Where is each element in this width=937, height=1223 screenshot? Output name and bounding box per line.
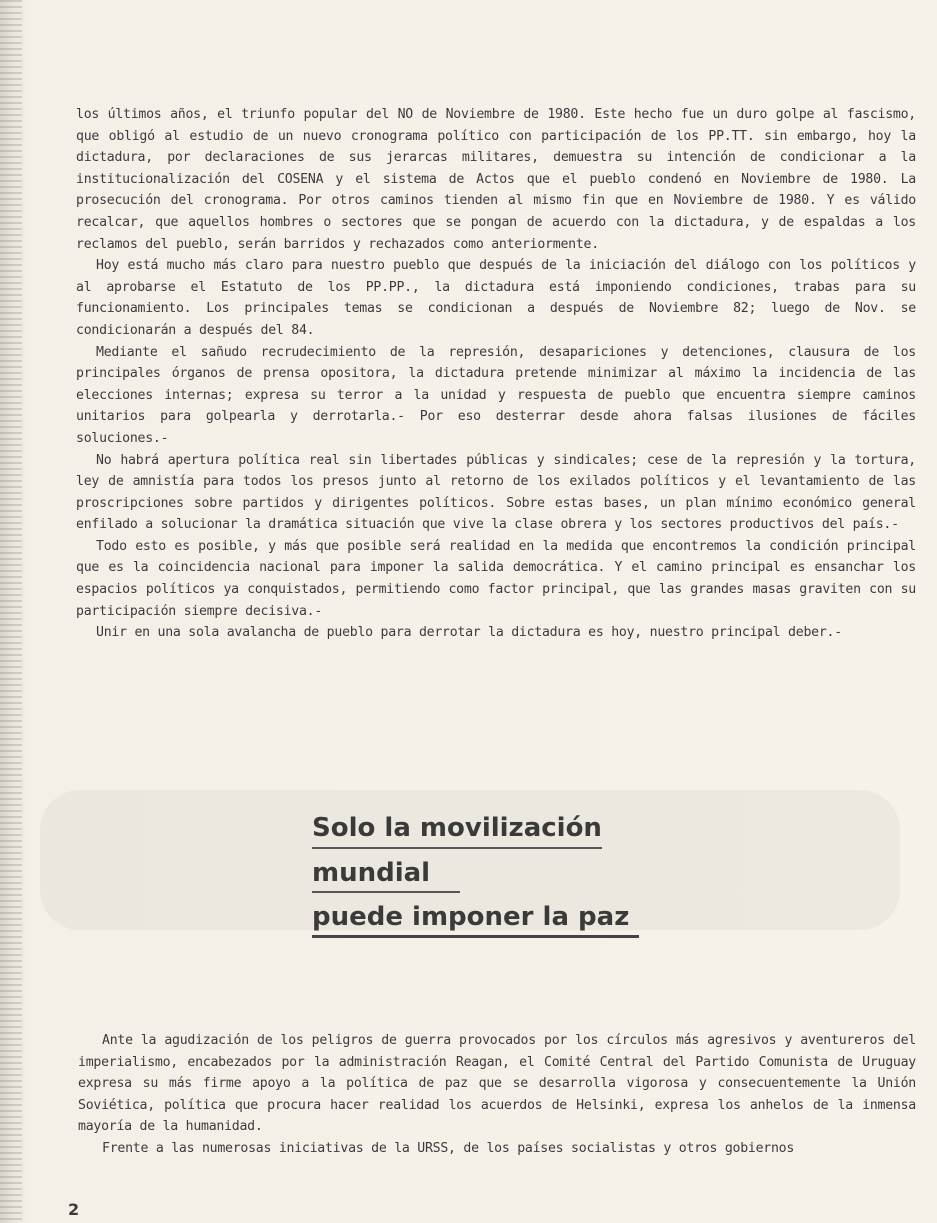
page-number: 2	[68, 1200, 80, 1219]
paragraph-8: Frente a las numerosas iniciativas de la URSS, de los países socialistas y otros gobiernos	[102, 1140, 795, 1156]
headline-line-3: puede imponer la paz	[312, 899, 639, 938]
headline-line-1: Solo la movilización	[312, 810, 602, 849]
paragraph-3: Mediante el sañudo recrudecimiento de la represión, desapariciones y detenciones, clausura de los principales órganos de prensa opositora, la dictadura pretende minimizar al máximo la incidencia de las elecciones internas; expresa su terror a la unidad y respuesta de pueblo que encuentra siempre caminos unitarios para golpearla y derrotarla.- Por eso desterrar desde ahora falsas ilusiones de fáciles soluciones.-	[76, 344, 916, 446]
scan-edge-shadow	[0, 0, 22, 1223]
second-text-block	[78, 1030, 916, 1160]
paragraph-7: Ante la agudización de los peligros de guerra provocados por los círculos más agresivos y aventureros del imperialismo, encabezados por la administración Reagan, el Comité Central del Partido Comunista de Uruguay expresa su más firme apoyo a la política de paz que se desarrolla vigorosa y consecuentemente la Unión Soviética, política que procura hacer realidad los acuerdos de Helsinki, expresa los anhelos de la inmensa mayoría de la humanidad.	[78, 1033, 916, 1135]
paragraph-2: Hoy está mucho más claro para nuestro pueblo que después de la iniciación del diálogo con los políticos y al aprobarse el Estatuto de los PP.PP., la dictadura está imponiendo condiciones, trabas para su funcionamiento. Los principales temas se condicionan a después de Noviembre 82; luego de Nov. se condicionarán a después del 84.	[76, 258, 916, 338]
paragraph-5: Todo esto es posible, y más que posible será realidad en la medida que encontremos la condición principal que es la coincidencia nacional para imponer la salida democrática. Y el camino principal es ensanchar los espacios políticos ya conquistados, permitiendo como factor principal, que las grandes masas graviten con su participación siempre decisiva.-	[76, 538, 916, 619]
paragraph-1: los últimos años, el triunfo popular del NO de Noviembre de 1980. Este hecho fue un duro golpe al fascismo, que obligó al estudio de un nuevo cronograma político con participación de los PP.TT. sin embargo, hoy la dictadura, por declaraciones de sus jerarcas militares, demuestra su intención de condicionar a la institucionalización del COSENA y el sistema de Actos que el pueblo condenó en Noviembre de 1980. La prosecución del cronograma. Por otros caminos tienden al mismo fin que en Noviembre de 1980. Y es válido recalcar, que aquellos hombres o sectores que se pongan de acuerdo con la dictadura, y de espaldas a los reclamos del pueblo, serán barridos y rechazados como anteriormente.	[76, 107, 916, 252]
headline	[300, 810, 720, 938]
paragraph-4: No habrá apertura política real sin libertades públicas y sindicales; cese de la represión y la tortura, ley de amnistía para todos los presos junto al retorno de los exilados políticos y el levantamiento de las proscripciones sobre partidos y dirigentes políticos. Sobre estas bases, un plan mínimo económico general enfilado a solucionar la dramática situación que vive la clase obrera y los sectores productivos del país.-	[76, 452, 916, 533]
typed-text-block	[76, 104, 916, 644]
paragraph-6: Unir en una sola avalancha de pueblo para derrotar la dictadura es hoy, nuestro principal deber.-	[96, 625, 842, 641]
headline-line-2: mundial	[312, 855, 460, 893]
